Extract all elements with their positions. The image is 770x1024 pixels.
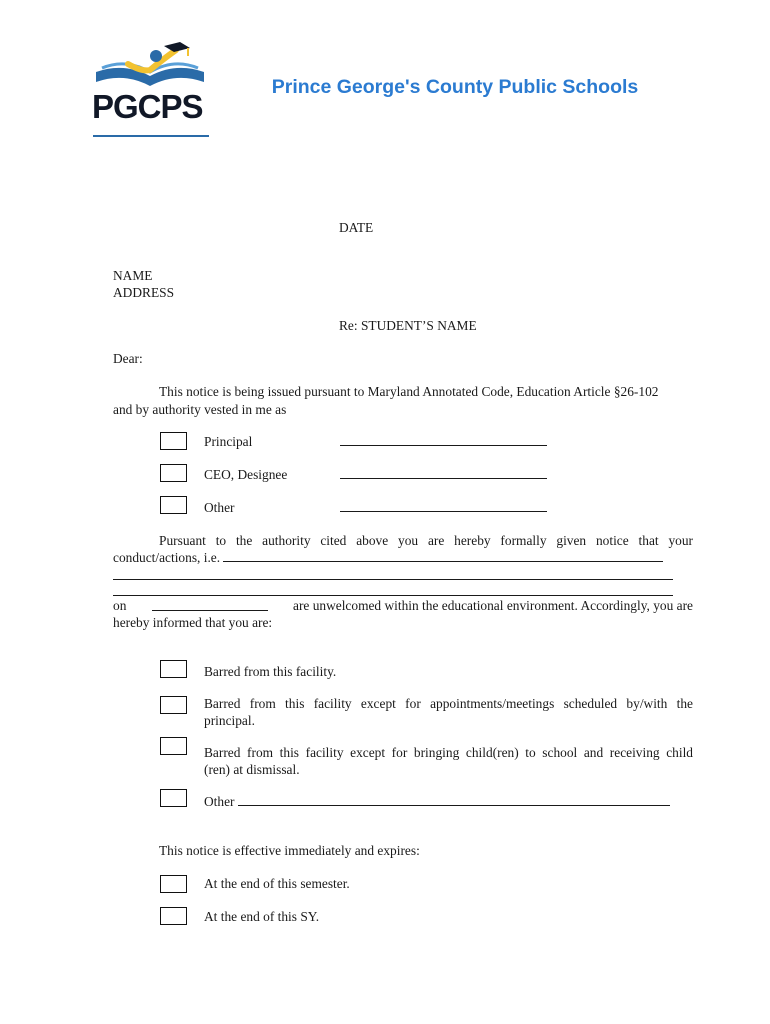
school-year-checkbox[interactable] xyxy=(160,907,187,925)
pursuant-line-1: Pursuant to the authority cited above you are hereby formally given notice that your xyxy=(159,533,693,548)
logo-underline xyxy=(93,135,209,137)
semester-label: At the end of this semester. xyxy=(204,876,350,891)
ceo-designee-label: CEO, Designee xyxy=(204,467,288,482)
barred-children-label-1: Barred from this facility except for bringing child(ren) to school and receiving child xyxy=(204,745,693,760)
conduct-blank-1[interactable] xyxy=(223,549,663,562)
intro-line-2: and by authority vested in me as xyxy=(113,402,287,417)
conduct-blank-3[interactable] xyxy=(113,583,673,596)
address-field: ADDRESS xyxy=(113,285,175,300)
other-authority-checkbox[interactable] xyxy=(160,496,187,514)
other-authority-signature-line[interactable] xyxy=(340,499,547,512)
other-bar-line xyxy=(204,793,670,810)
other-bar-checkbox[interactable] xyxy=(160,789,187,807)
unwelcomed-text: are unwelcomed within the educational environment. Accordingly, you are xyxy=(293,598,693,613)
semester-checkbox[interactable] xyxy=(160,875,187,893)
on-date-line xyxy=(113,597,693,614)
logo-text: PGCPS xyxy=(92,88,203,125)
pursuant-line-2 xyxy=(113,549,663,566)
barred-checkbox[interactable] xyxy=(160,660,187,678)
barred-children-label-2: (ren) at dismissal. xyxy=(204,762,300,777)
conduct-blank-2[interactable] xyxy=(113,567,673,580)
salutation: Dear: xyxy=(113,351,143,366)
principal-signature-line[interactable] xyxy=(340,433,547,446)
intro-line-1: This notice is being issued pursuant to Maryland Annotated Code, Education Article §26-102 xyxy=(159,384,659,399)
barred-children-checkbox[interactable] xyxy=(160,737,187,755)
on-label: on xyxy=(113,598,127,613)
pgcps-logo xyxy=(90,42,214,144)
logo-book-icon xyxy=(90,42,214,92)
ceo-designee-signature-line[interactable] xyxy=(340,466,547,479)
principal-label: Principal xyxy=(204,434,253,449)
barred-appointments-label-2: principal. xyxy=(204,713,255,728)
conduct-label: conduct/actions, i.e. xyxy=(113,550,221,565)
name-field: NAME xyxy=(113,268,153,283)
effective-text: This notice is effective immediately and expires: xyxy=(159,843,420,858)
principal-checkbox[interactable] xyxy=(160,432,187,450)
barred-label: Barred from this facility. xyxy=(204,664,337,679)
other-authority-label: Other xyxy=(204,500,235,515)
barred-appointments-label-1: Barred from this facility except for appointments/meetings scheduled by/with the xyxy=(204,696,693,711)
on-date-blank[interactable] xyxy=(152,598,268,611)
informed-text: hereby informed that you are: xyxy=(113,615,273,630)
date-field: DATE xyxy=(339,220,374,235)
other-bar-label: Other xyxy=(204,794,235,809)
school-year-label: At the end of this SY. xyxy=(204,909,320,924)
ceo-designee-checkbox[interactable] xyxy=(160,464,187,482)
other-bar-blank[interactable] xyxy=(238,793,670,806)
barred-appointments-checkbox[interactable] xyxy=(160,696,187,714)
re-line: Re: STUDENT’S NAME xyxy=(339,318,477,333)
page-title: Prince George's County Public Schools xyxy=(271,76,639,98)
